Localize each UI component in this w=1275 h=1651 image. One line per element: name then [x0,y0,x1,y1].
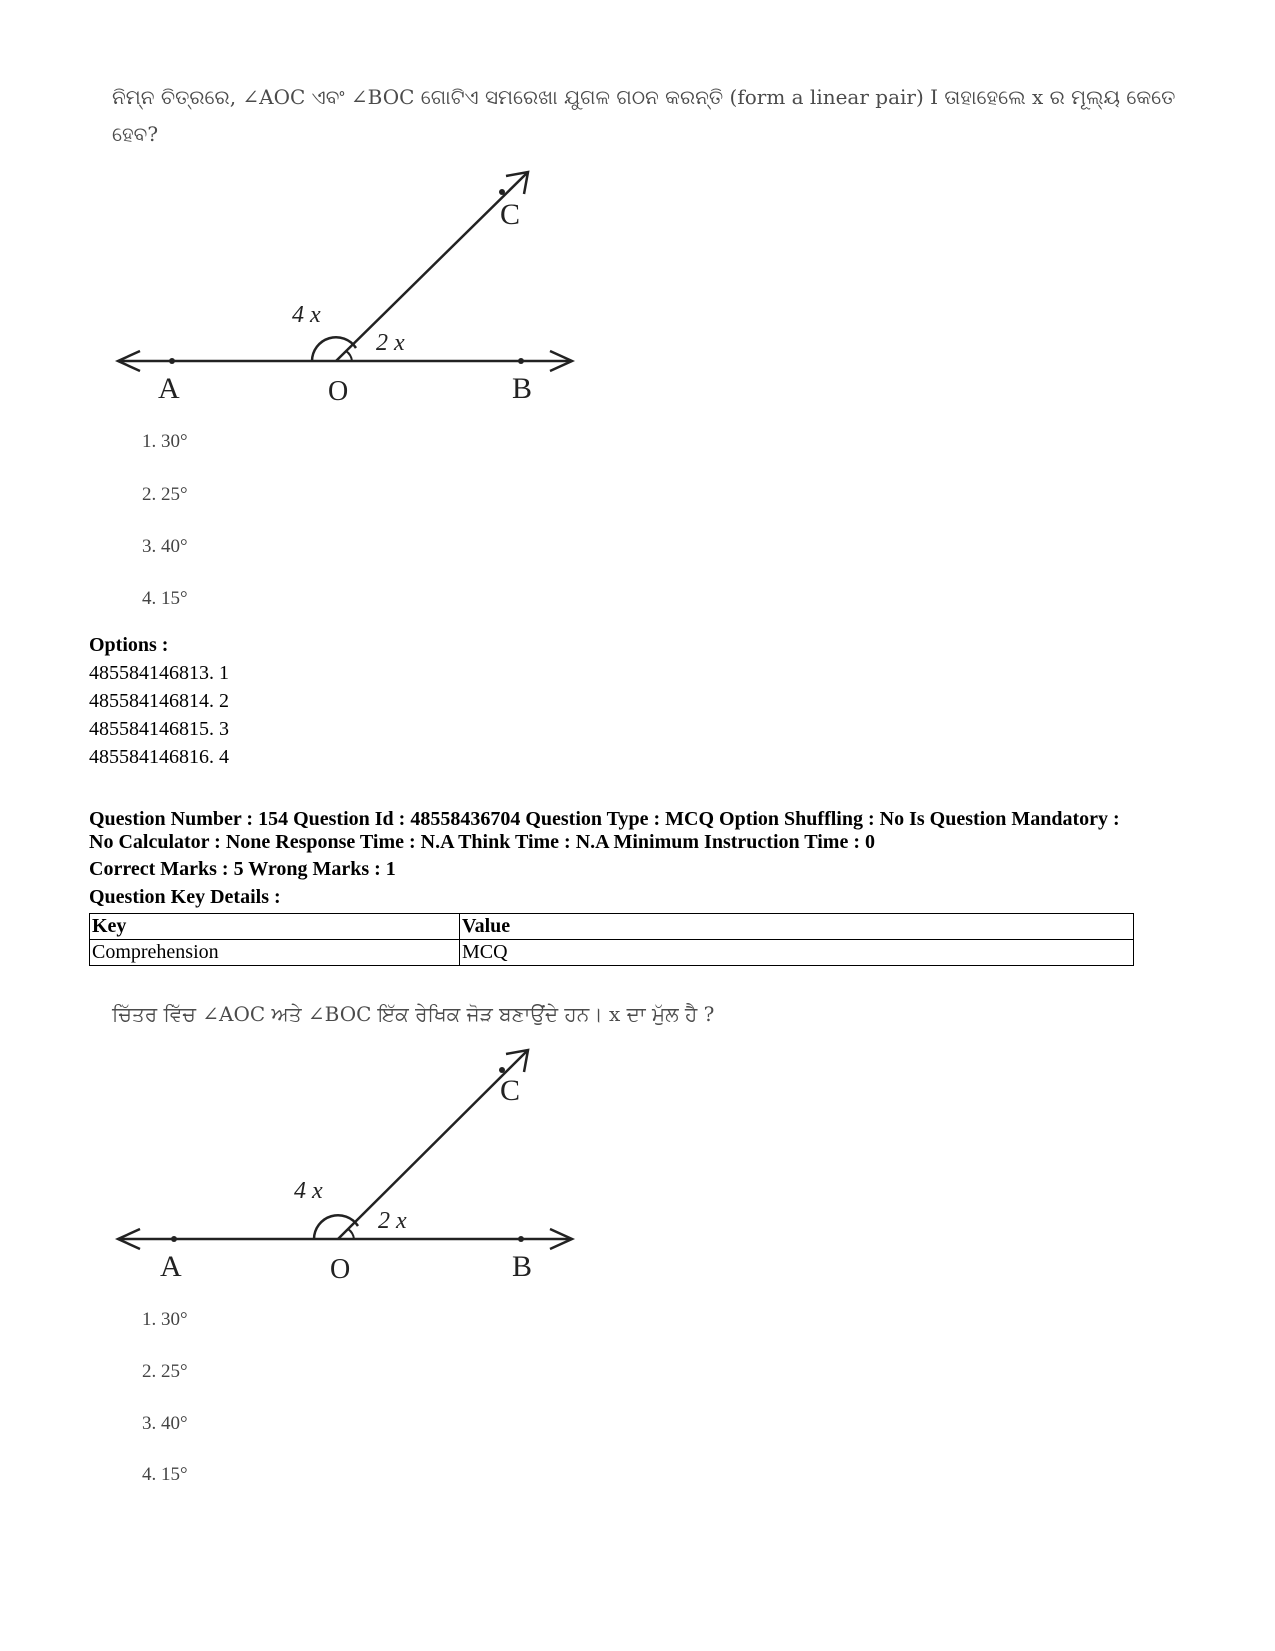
label-point-c: C [500,1074,521,1107]
question-1-figure [100,160,600,410]
point-c-dot [499,189,505,195]
label-angle-4x: 4 x [294,1178,323,1204]
point-b-dot [518,358,524,364]
question-meta-line-2: No Calculator : None Response Time : N.A Think Time : N.A Minimum Instruction Time : 0 [89,831,875,853]
label-point-a: A [160,1250,182,1283]
label-angle-2x: 2 x [378,1208,407,1234]
question-1-text-line-2: ହେବ? [112,122,159,146]
table-header-value: Value [460,914,1134,940]
option-item-4: 485584146816. 4 [89,746,229,768]
point-c-dot [499,1067,505,1073]
question-2-choice-3: 3. 40° [142,1413,188,1434]
option-item-2: 485584146814. 2 [89,690,229,712]
table-header-row [90,914,1134,940]
question-meta-line-1: Question Number : 154 Question Id : 48558436704 Question Type : MCQ Option Shuffling : No Is Question Mandatory : [89,808,1120,830]
angle-arc-right [348,1229,354,1239]
options-heading: Options : [89,634,169,656]
question-key-details-heading: Question Key Details : [89,886,281,908]
table-row [90,940,1134,966]
point-a-dot [169,358,175,364]
label-angle-4x: 4 x [292,302,321,328]
question-2-text: ਚਿੱਤਰ ਵਿੱਚ ∠AOC ਅਤੇ ∠BOC ਇੱਕ ਰੇਖਿਕ ਜੋੜ ਬਣਾਉਂਦੇ ਹਨ। x ਦਾ ਮੁੱਲ ਹੈ ? [112,1002,715,1026]
label-point-o: O [330,1254,351,1285]
question-1-choice-4: 4. 15° [142,588,188,609]
point-b-dot [518,1236,524,1242]
question-1-choice-2: 2. 25° [142,484,188,505]
label-point-c: C [500,198,521,231]
question-2-choice-2: 2. 25° [142,1361,188,1382]
label-point-b: B [512,372,533,405]
label-point-a: A [158,372,180,405]
option-item-1: 485584146813. 1 [89,662,229,684]
label-point-b: B [512,1250,533,1283]
question-1-choice-1: 1. 30° [142,431,188,452]
question-2-figure [100,1038,600,1288]
question-marks: Correct Marks : 5 Wrong Marks : 1 [89,858,396,880]
question-2-choice-4: 4. 15° [142,1464,188,1485]
label-angle-2x: 2 x [376,330,405,356]
table-header-key: Key [90,914,460,940]
question-2-choice-1: 1. 30° [142,1309,188,1330]
question-1-choice-3: 3. 40° [142,536,188,557]
label-point-o: O [328,376,349,407]
question-1-text-line-1: ନିମ୍ନ ଚିତ୍ରରେ, ∠AOC ଏବଂ ∠BOC ଗୋଟିଏ ସମରେଖା ଯୁଗଳ ଗଠନ କରନ୍ତି (form a linear pair) I ତାହାହେଲେ x ର ମୂଲ୍ୟ କେତେ [112,85,1176,109]
angle-arc-right [346,351,352,361]
table-cell-value: MCQ [460,940,1134,966]
point-a-dot [171,1236,177,1242]
key-details-table [89,913,1134,966]
table-cell-key: Comprehension [90,940,460,966]
option-item-3: 485584146815. 3 [89,718,229,740]
